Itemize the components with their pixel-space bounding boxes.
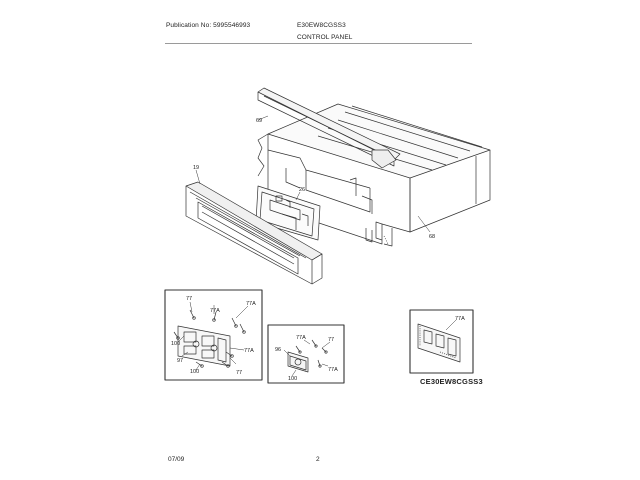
callout-97: 97: [177, 358, 184, 364]
callout-26: 26: [299, 187, 306, 193]
callout-100: 100: [288, 376, 298, 382]
callout-77a: 77A: [296, 335, 306, 341]
inset-model-label: CE30EW8CGSS3: [420, 377, 483, 386]
callout-77: 77: [236, 370, 243, 376]
footer-date: 07/09: [168, 456, 185, 463]
model-number: E30EW8CGSS3: [297, 22, 346, 29]
callout-77a: 77A: [328, 367, 338, 373]
publication-number: Publication No: 5995546993: [166, 22, 251, 29]
callout-77a: 77A: [210, 308, 220, 314]
callout-97a: 77A: [455, 316, 465, 322]
callout-77a: 77A: [244, 348, 254, 354]
inset-board-middle: [268, 325, 344, 383]
callout-68: 68: [429, 234, 436, 240]
callout-77: 77: [186, 296, 193, 302]
section-title: CONTROL PANEL: [297, 34, 353, 41]
callout-69: 69: [256, 118, 263, 124]
callout-96: 96: [275, 347, 282, 353]
callout-77: 77: [328, 337, 335, 343]
callout-100: 100: [171, 341, 181, 347]
footer-page-number: 2: [316, 456, 320, 463]
callout-100: 100: [190, 369, 200, 375]
callout-19: 19: [193, 165, 200, 171]
callout-77a: 77A: [246, 301, 256, 307]
